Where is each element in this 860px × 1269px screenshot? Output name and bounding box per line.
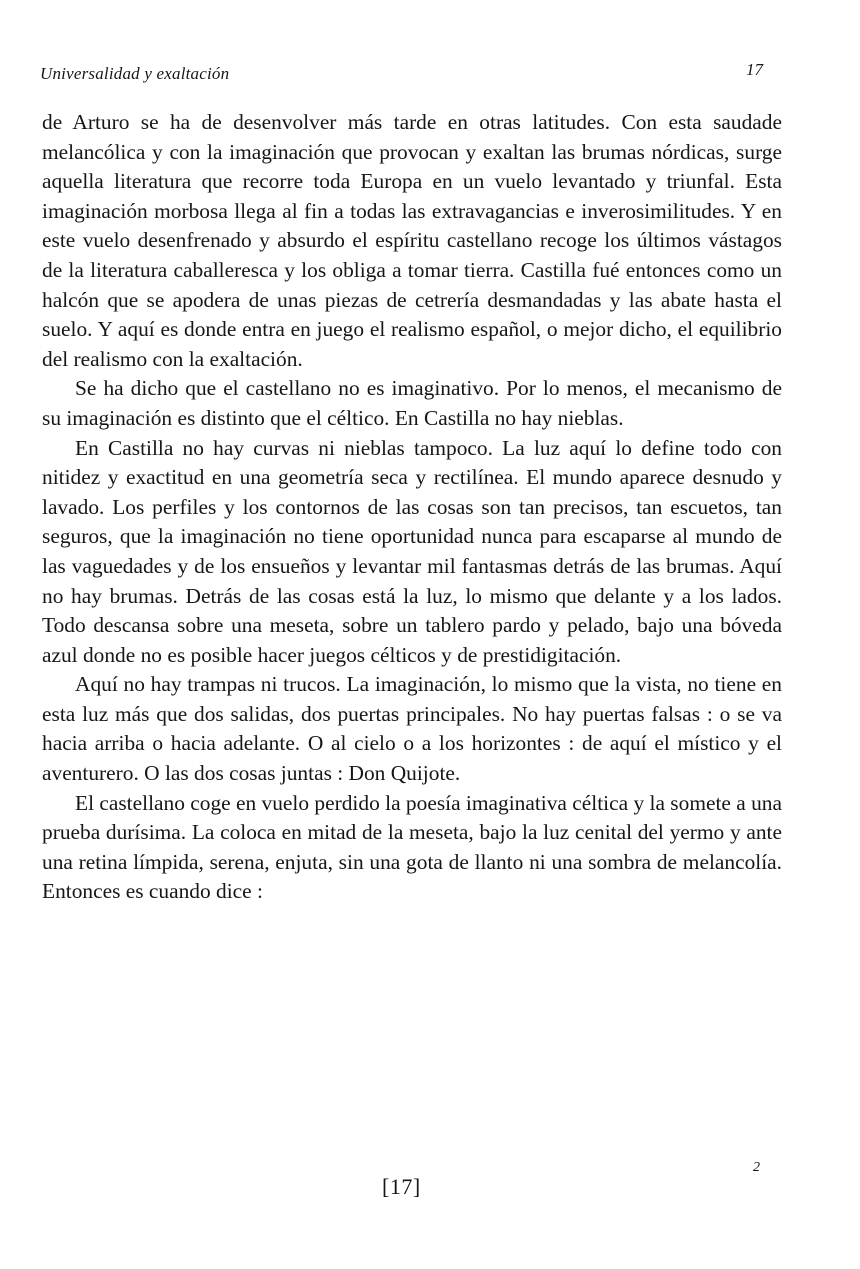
paragraph: En Castilla no hay curvas ni nieblas tampoco. La luz aquí lo define todo con nitidez y exactitud en una geometría seca y rectilínea. El mundo aparece desnudo y lavado. Los perfiles y los contornos de las cosas son tan precisos, tan escuetos, tan seguros, que la imaginación no tiene oportunidad nunca para escaparse al mundo de las vaguedades y de los ensueños y levantar mil fantasmas detrás de las brumas. Aquí no hay brumas. Detrás de las cosas está la luz, lo mismo que delante y a los lados. Todo descansa sobre una meseta, sobre un tablero pardo y pelado, bajo una bóveda azul donde no es posible hacer juegos célticos y de prestidigitación.: [42, 435, 782, 667]
folio: [17]: [382, 1174, 421, 1199]
paragraph: de Arturo se ha de desenvolver más tarde en otras latitudes. Con esta saudade melancólica y con la imaginación que provocan y exaltan las brumas nórdicas, surge aquella literatura que recorre toda Europa en un vuelo levantado y triunfal. Esta imaginación morbosa llega al fin a todas las extravagancias e inverosimilitudes. Y en este vuelo desenfrenado y absurdo el espíritu castellano recoge los últimos vástagos de la literatura caballeresca y los obliga a tomar tierra. Castilla fué entonces como un halcón que se apodera de unas piezas de cetrería desmandadas y las abate hasta el suelo. Y aquí es donde entra en juego el realismo español, o mejor dicho, el equilibrio del realismo con la exaltación.: [42, 110, 782, 371]
page-number: 17: [746, 60, 763, 79]
paragraph: El castellano coge en vuelo perdido la poesía imaginativa céltica y la somete a una prueba durísima. La coloca en mitad de la meseta, bajo la luz cenital del yermo y ante una retina límpida, serena, enjuta, sin una gota de llanto ni una sombra de melancolía. Entonces es cuando dice :: [42, 790, 782, 904]
paragraph: Se ha dicho que el castellano no es imaginativo. Por lo menos, el mecanismo de su imaginación es distinto que el céltico. En Castilla no hay nieblas.: [42, 376, 782, 430]
running-title: Universalidad y exaltación: [40, 64, 230, 83]
signature-mark: 2: [753, 1160, 760, 1175]
body-text: [42, 108, 782, 907]
paragraph: Aquí no hay trampas ni trucos. La imaginación, lo mismo que la vista, no tiene en esta luz más que dos salidas, dos puertas principales. No hay puertas falsas : o se va hacia arriba o hacia adelante. O al cielo o a los horizontes : de aquí el místico y el aventurero. O las dos cosas juntas : Don Quijote.: [42, 672, 782, 786]
